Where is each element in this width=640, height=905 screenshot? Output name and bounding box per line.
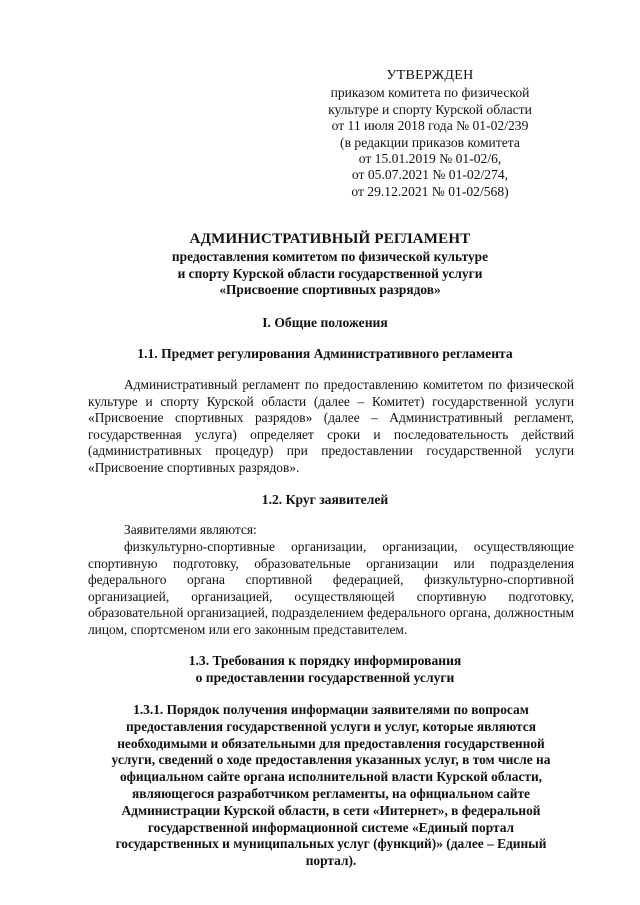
approval-line: от 05.07.2021 № 01-02/274,: [351, 167, 509, 183]
approval-line: от 15.01.2019 № 01-02/6,: [358, 151, 502, 167]
clause-line: услуги, сведений о ходе предоставления указанных услуг, в том числе на: [111, 752, 551, 768]
clause-line: являющегося разработчиком регламенты, на официальном сайте: [132, 785, 530, 801]
clause-line: Администрации Курской области, в сети «Интернет», в федеральной: [121, 802, 541, 818]
heading-line: 1.3. Требования к порядку информирования: [188, 653, 462, 668]
clause-line: государственных и муниципальных услуг (функций)» (далее – Единый: [115, 836, 547, 852]
subsection-heading: [70, 653, 580, 686]
clause-line: необходимыми и обязательными для предоставления государственной: [117, 735, 545, 751]
approval-line: от 29.12.2021 № 01-02/568): [351, 183, 509, 199]
subsection-heading: 1.2. Круг заявителей: [261, 492, 389, 507]
clause-line: 1.3.1. Порядок получения информации заявителями по вопросам: [133, 702, 529, 717]
section-heading: I. Общие положения: [262, 315, 388, 330]
paragraph-subject: Административный регламент по предоставлению комитетом по физической культуре и спорту Курской области (далее – Комитет) государственной услуги «Присвоение спортивных разрядов» (далее – Административный регламент, государственная услуга) определяет сроки и последовательность действий (административных процедур) при предоставлении государственной услуги «Присвоение спортивных разрядов».: [88, 377, 574, 475]
title-line: предоставления комитетом по физической культуре: [171, 249, 489, 264]
clause-1-3-1: [86, 702, 576, 870]
approval-stamp: [300, 68, 560, 200]
clause-line: официальном сайте органа исполнительной власти Курской области,: [119, 769, 543, 785]
clause-line: портал).: [305, 853, 357, 869]
paragraph-applicants: физкультурно-спортивные организации, организации, осуществляющие спортивную подготовку, образовательные организации или подразделения федерального органа спортивной федерацией, физкультурно-спортивной организацией, организацией, осуществляющей спортивную подготовку, образовательной организацией, подразделением федерального органа, должностным лицом, спортсменом или его законным представителем.: [88, 539, 574, 637]
clause-line: предоставления государственной услуги и услуг, которые являются: [126, 718, 536, 734]
subsection-heading: 1.1. Предмет регулирования Административного регламента: [137, 346, 513, 361]
approval-line: от 11 июля 2018 года № 01-02/239: [331, 118, 529, 134]
paragraph-applicants-intro: Заявителями являются:: [124, 522, 257, 537]
title-line: «Присвоение спортивных разрядов»: [219, 282, 441, 297]
approval-line: приказом комитета по физической: [330, 85, 530, 101]
clause-line: государственной информационной системе «Единый портал: [147, 819, 515, 835]
approval-line: (в редакции приказов комитета: [340, 134, 520, 150]
approval-line: культуре и спорту Курской области: [328, 101, 532, 117]
title-line: и спорту Курской области государственной услуги: [177, 265, 483, 281]
approval-heading: УТВЕРЖДЕН: [386, 68, 474, 83]
heading-line: о предоставлении государственной услуги: [195, 669, 455, 685]
title-main: АДМИНИСТРАТИВНЫЙ РЕГЛАМЕНТ: [189, 231, 471, 247]
document-title: [80, 230, 580, 299]
